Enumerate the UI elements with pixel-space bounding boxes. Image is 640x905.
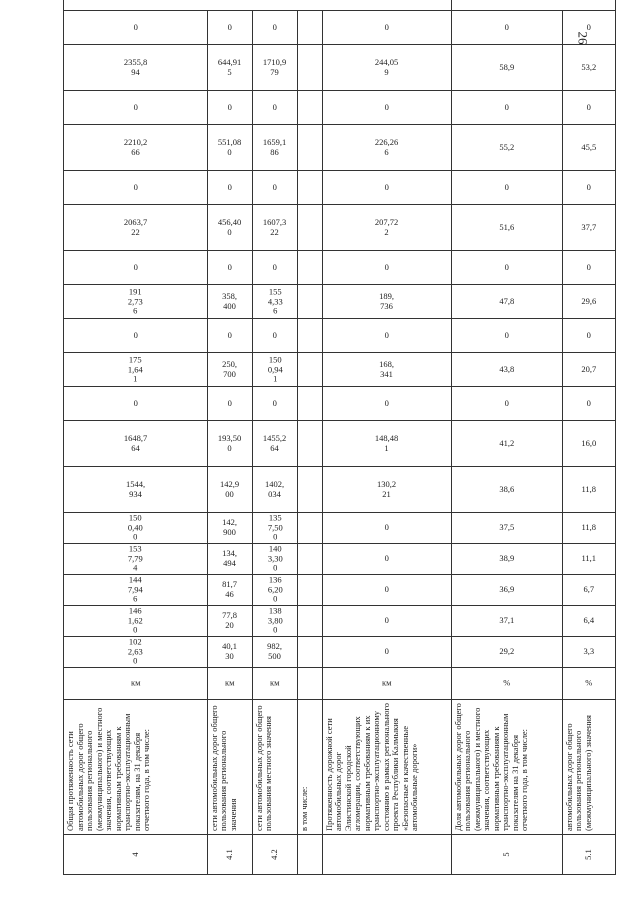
value-text: 189, 736 (379, 290, 395, 311)
unit-cell (322, 668, 451, 700)
value-cell (297, 637, 322, 668)
value-text: 136 6,20 0 (267, 574, 283, 604)
value-cell (252, 421, 297, 467)
value-cell (64, 421, 208, 467)
value-cell (297, 91, 322, 125)
value-text: 37,5 (499, 522, 515, 533)
value-cell (64, 251, 208, 285)
value-text: 6,7 (583, 584, 595, 595)
value-cell (207, 387, 252, 421)
value-text: 135 7,50 0 (267, 512, 283, 542)
value-text: 1402, 034 (265, 478, 285, 499)
value-cell (322, 91, 451, 125)
value-cell (322, 171, 451, 205)
value-cell (451, 421, 562, 467)
value-cell (322, 251, 451, 285)
value-cell (207, 575, 252, 606)
value-cell (64, 319, 208, 353)
value-text: 16,0 (581, 437, 597, 448)
value-cell (252, 575, 297, 606)
value-cell (451, 513, 562, 544)
value-text: 456,40 0 (218, 216, 242, 237)
value-text: 1659,1 86 (263, 136, 287, 157)
row-number-cell: 5.1 (562, 835, 615, 875)
value-text: 0 (227, 397, 232, 408)
value-text: 51,6 (499, 221, 515, 232)
value-cell (451, 387, 562, 421)
indicator-description-cell: Протяженность дорожной сети автомобильных дорог Элистинской городской агломерации, соответствующих нормативным требованиям к их транспортно-эксплуатационному состоянию в рамках регионального проекта Республики Калмыкия «Безопасные и качественные автомобильные дороги» (322, 700, 451, 835)
value-text: 168, 341 (379, 358, 395, 379)
value-cell (252, 45, 297, 91)
value-cell (64, 544, 208, 575)
value-cell (297, 125, 322, 171)
value-text: 0 (272, 181, 277, 192)
table-body (64, 0, 616, 875)
value-text: 37,1 (499, 615, 515, 626)
unit-cell (562, 668, 615, 700)
value-text: 0 (384, 329, 389, 340)
value-cell (297, 606, 322, 637)
value-cell (252, 513, 297, 544)
value-cell (207, 544, 252, 575)
value-text: 0 (586, 397, 591, 408)
value-text: 38,9 (499, 553, 515, 564)
value-cell (297, 45, 322, 91)
value-cell (322, 575, 451, 606)
value-cell (207, 421, 252, 467)
value-cell (207, 637, 252, 668)
unit-cell (207, 668, 252, 700)
table-row (207, 0, 252, 875)
row-number-cell (322, 835, 451, 875)
unit-text: % (503, 677, 511, 688)
value-text: 0 (227, 21, 232, 32)
value-cell (562, 205, 615, 251)
value-cell (451, 205, 562, 251)
value-text: 1648,7 64 (123, 432, 147, 453)
table-row (252, 0, 297, 875)
value-cell (64, 91, 208, 125)
indicator-description-cell: Общая протяженность сети автомобильных дорог общего пользования регионального (межмуниципального) и местного значения, соответствующих нормативным требованиям к транспортно-эксплуатационным показателям, на 31 декабря отчетного года, в том числе: (64, 700, 208, 835)
value-text: 3,3 (583, 646, 595, 657)
value-cell (451, 319, 562, 353)
value-text: 11,8 (581, 522, 597, 533)
value-cell (64, 513, 208, 544)
unit-cell (451, 668, 562, 700)
value-cell (207, 11, 252, 45)
value-text: 0 (133, 397, 138, 408)
row-number-cell (297, 835, 322, 875)
value-cell (297, 513, 322, 544)
value-text: 1544, 934 (125, 478, 145, 499)
unit-text: км (130, 677, 141, 688)
value-cell (562, 353, 615, 387)
value-cell (451, 45, 562, 91)
value-text: 226,26 6 (374, 136, 399, 157)
value-cell (252, 91, 297, 125)
value-cell (562, 171, 615, 205)
value-text: 0 (272, 329, 277, 340)
unit-text: км (381, 677, 392, 688)
value-text: 0 (504, 329, 509, 340)
value-text: 0 (504, 181, 509, 192)
value-cell (562, 125, 615, 171)
value-cell (297, 575, 322, 606)
value-cell (252, 353, 297, 387)
rotated-table-container (63, 21, 616, 875)
value-text: 155 4,33 6 (267, 286, 283, 316)
value-cell (252, 285, 297, 319)
value-text: 37,7 (581, 221, 597, 232)
unit-text: км (224, 677, 235, 688)
value-cell (64, 205, 208, 251)
table-row (562, 0, 615, 875)
value-cell (322, 205, 451, 251)
value-cell (451, 285, 562, 319)
value-cell (207, 91, 252, 125)
indicator-description-cell: Доля автомобильных дорог общего пользования регионального (межмуниципального) и местного значения, соответствующих нормативным требованиям к транспортно-эксплуатационным показателям на 31 декабря отчетного года, в том числе: (451, 700, 562, 835)
value-text: 0 (586, 181, 591, 192)
value-text: 2210,2 66 (123, 136, 147, 157)
value-text: 0 (384, 646, 389, 657)
value-cell (297, 171, 322, 205)
value-cell (297, 353, 322, 387)
value-text: 0 (133, 21, 138, 32)
value-text: 150 0,40 0 (127, 512, 143, 542)
value-text: 0 (227, 181, 232, 192)
value-cell (562, 285, 615, 319)
value-cell (64, 11, 208, 45)
value-text: 250, 700 (222, 358, 238, 379)
value-cell (64, 467, 208, 513)
value-text: 0 (133, 101, 138, 112)
value-text: 38,6 (499, 483, 515, 494)
value-text: 11,8 (581, 483, 597, 494)
value-cell (64, 125, 208, 171)
value-cell (207, 125, 252, 171)
page-number: 26 (575, 31, 591, 45)
value-cell (562, 319, 615, 353)
value-cell (562, 575, 615, 606)
value-cell (297, 544, 322, 575)
value-cell (64, 353, 208, 387)
value-cell (451, 544, 562, 575)
row-number-cell: 5 (451, 835, 562, 875)
value-text: 2355,8 94 (123, 56, 147, 77)
value-text: 0 (272, 101, 277, 112)
value-text: 0 (504, 101, 509, 112)
value-cell (64, 45, 208, 91)
value-cell (562, 251, 615, 285)
value-text: 0 (384, 181, 389, 192)
value-cell (322, 421, 451, 467)
value-text: 53,2 (581, 61, 597, 72)
unit-text: км (270, 677, 280, 688)
value-text: 0 (384, 522, 389, 533)
value-text: 102 2,63 0 (127, 636, 143, 666)
value-text: 47,8 (499, 295, 515, 306)
value-cell (252, 251, 297, 285)
value-cell (252, 637, 297, 668)
value-text: 29,6 (581, 295, 597, 306)
value-text: 0 (586, 101, 591, 112)
value-text: 193,50 0 (218, 432, 242, 453)
value-text: 2063,7 22 (123, 216, 147, 237)
value-cell (252, 467, 297, 513)
value-cell (322, 125, 451, 171)
value-cell (322, 606, 451, 637)
value-cell (64, 606, 208, 637)
value-cell (297, 319, 322, 353)
value-cell (64, 637, 208, 668)
value-cell (252, 544, 297, 575)
value-text: 148,48 1 (374, 432, 399, 453)
value-text: 0 (227, 261, 232, 272)
value-cell (562, 387, 615, 421)
value-cell (562, 91, 615, 125)
value-cell (64, 171, 208, 205)
value-cell (297, 251, 322, 285)
value-cell (451, 467, 562, 513)
value-cell (297, 285, 322, 319)
value-cell (451, 353, 562, 387)
value-cell (207, 606, 252, 637)
value-text: 0 (384, 615, 389, 626)
value-text: 40,1 30 (222, 641, 238, 661)
value-cell (562, 544, 615, 575)
value-text: 244,05 9 (374, 56, 399, 77)
value-cell (207, 205, 252, 251)
value-cell (562, 11, 615, 45)
table-row (322, 0, 451, 875)
row-number-cell: 4.2 (252, 835, 297, 875)
value-cell (322, 387, 451, 421)
value-text: 146 1,62 0 (127, 605, 143, 635)
value-text: 0 (384, 21, 389, 32)
value-cell (562, 467, 615, 513)
value-cell (207, 353, 252, 387)
value-cell (252, 125, 297, 171)
indicator-description-cell: сети автомобильных дорог общего пользования местного значения (252, 700, 297, 835)
value-text: 45,5 (581, 141, 597, 152)
value-cell (297, 205, 322, 251)
value-cell (322, 285, 451, 319)
value-text: 6,4 (583, 615, 595, 626)
value-text: 0 (384, 101, 389, 112)
value-text: 142,9 00 (220, 478, 240, 499)
value-cell (322, 513, 451, 544)
value-cell (322, 319, 451, 353)
table-row (451, 0, 562, 875)
value-text: 130,2 21 (377, 478, 397, 499)
value-text: 0 (227, 101, 232, 112)
value-text: 175 1,64 1 (127, 354, 143, 384)
value-cell (322, 544, 451, 575)
unit-cell (64, 668, 208, 700)
value-text: 0 (504, 261, 509, 272)
value-text: 55,2 (499, 141, 515, 152)
value-text: 0 (133, 329, 138, 340)
value-cell (322, 45, 451, 91)
value-cell (64, 285, 208, 319)
value-text: 1607,3 22 (263, 216, 287, 237)
value-cell (451, 125, 562, 171)
value-text: 150 0,94 1 (267, 354, 283, 384)
value-text: 77,8 20 (222, 610, 238, 630)
table-row (64, 0, 208, 875)
value-text: 551,08 0 (218, 136, 242, 157)
value-cell (64, 387, 208, 421)
value-cell (451, 575, 562, 606)
indicator-description-cell: в том числе: (297, 700, 322, 835)
value-cell (252, 11, 297, 45)
value-text: 358, 400 (222, 290, 238, 311)
value-text: 11,1 (581, 553, 597, 564)
value-text: 41,2 (499, 437, 515, 448)
value-text: 982, 500 (267, 641, 283, 661)
value-text: 144 7,94 6 (127, 574, 143, 604)
side-value-cell (64, 0, 452, 11)
value-text: 0 (504, 21, 509, 32)
value-cell (207, 171, 252, 205)
value-cell (207, 319, 252, 353)
value-cell (451, 91, 562, 125)
value-text: 0 (272, 21, 277, 32)
value-cell (207, 513, 252, 544)
value-text: 29,2 (499, 646, 515, 657)
value-cell (297, 421, 322, 467)
value-cell (252, 319, 297, 353)
value-cell (451, 606, 562, 637)
value-text: 140 3,30 0 (267, 543, 283, 573)
side-value-cell (451, 0, 615, 11)
value-text: 36,9 (499, 584, 515, 595)
value-cell (562, 606, 615, 637)
value-text: 644,91 5 (218, 56, 242, 77)
indicator-table (63, 0, 616, 875)
value-text: 191 2,73 6 (127, 286, 143, 316)
indicator-description-cell: автомобильных дорог общего пользования регионального (межмуниципального) значения (562, 700, 615, 835)
value-text: 43,8 (499, 363, 515, 374)
value-cell (451, 171, 562, 205)
value-text: 0 (504, 397, 509, 408)
value-cell (207, 251, 252, 285)
value-cell (297, 387, 322, 421)
value-text: 0 (133, 181, 138, 192)
indicator-description-cell: сети автомобильных дорог общего пользования регионального значения (207, 700, 252, 835)
value-text: 138 3,80 0 (267, 605, 283, 635)
value-cell (451, 251, 562, 285)
value-cell (322, 11, 451, 45)
unit-text: % (585, 677, 593, 688)
value-text: 0 (586, 21, 591, 32)
value-text: 207,72 2 (374, 216, 399, 237)
value-cell (297, 11, 322, 45)
table-row (297, 0, 322, 875)
row-number-cell: 4.1 (207, 835, 252, 875)
value-text: 1710,9 79 (263, 56, 287, 77)
value-text: 0 (384, 553, 389, 564)
value-text: 0 (384, 397, 389, 408)
value-text: 142, 900 (222, 517, 238, 537)
value-text: 0 (586, 329, 591, 340)
row-number-cell: 4 (64, 835, 208, 875)
value-text: 0 (272, 261, 277, 272)
value-cell (252, 606, 297, 637)
value-text: 134, 494 (222, 548, 238, 568)
value-text: 0 (586, 261, 591, 272)
value-cell (562, 421, 615, 467)
value-cell (252, 387, 297, 421)
value-cell (451, 637, 562, 668)
value-text: 81,7 46 (222, 579, 238, 599)
value-cell (252, 205, 297, 251)
value-cell (562, 45, 615, 91)
value-text: 0 (133, 261, 138, 272)
value-text: 0 (384, 261, 389, 272)
value-cell (252, 171, 297, 205)
value-cell (207, 45, 252, 91)
value-text: 0 (227, 329, 232, 340)
value-text: 1455,2 64 (263, 432, 287, 453)
value-text: 153 7,79 4 (127, 543, 143, 573)
value-text: 20,7 (581, 363, 597, 374)
unit-cell (252, 668, 297, 700)
value-text: 58,9 (499, 61, 515, 72)
value-cell (451, 11, 562, 45)
unit-cell (297, 668, 322, 700)
value-cell (207, 467, 252, 513)
value-cell (562, 513, 615, 544)
value-cell (207, 285, 252, 319)
value-cell (64, 575, 208, 606)
value-text: 0 (384, 584, 389, 595)
value-cell (322, 353, 451, 387)
value-cell (322, 637, 451, 668)
value-cell (297, 467, 322, 513)
value-text: 0 (272, 397, 277, 408)
value-cell (322, 467, 451, 513)
value-cell (562, 637, 615, 668)
